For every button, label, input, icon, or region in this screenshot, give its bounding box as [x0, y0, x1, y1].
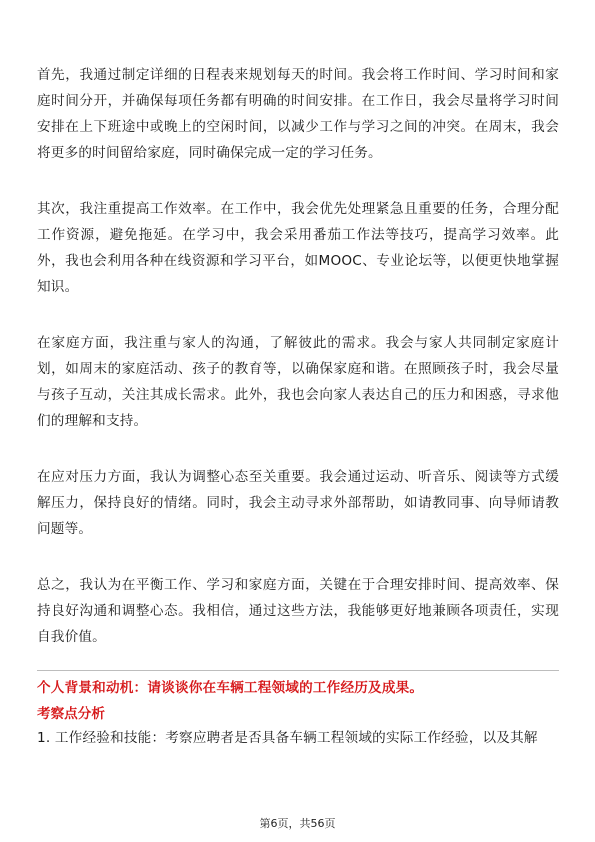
page-content	[37, 62, 559, 749]
paragraph-efficiency: 其次，我注重提高工作效率。在工作中，我会优先处理紧急且重要的任务，合理分配工作资源，避免拖延。在学习中，我会采用番茄工作法等技巧，提高学习效率。此外，我也会利用各种在线资源和学习平台，如MOOC、专业论坛等，以便更快地掌握知识。	[37, 201, 559, 295]
paragraph-family: 在家庭方面，我注重与家人的沟通，了解彼此的需求。我会与家人共同制定家庭计划，如周末的家庭活动、孩子的教育等，以确保家庭和谐。在照顾孩子时，我会尽量与孩子互动，关注其成长需求。此外，我也会向家人表达自己的压力和困惑，寻求他们的理解和支持。	[37, 335, 559, 429]
page-number-footer: 第6页，共56页	[259, 817, 336, 830]
paragraph-summary: 总之，我认为在平衡工作、学习和家庭方面，关键在于合理安排时间、提高效率、保持良好沟通和调整心态。我相信，通过这些方法，我能够更好地兼顾各项责任，实现自我价值。	[37, 577, 559, 645]
analysis-heading: 考察点分析	[37, 706, 105, 722]
interview-question: 个人背景和动机：请谈谈你在车辆工程领域的工作经历及成果。	[37, 680, 424, 696]
section-divider	[37, 670, 559, 671]
paragraph-time-planning: 首先，我通过制定详细的日程表来规划每天的时间。我会将工作时间、学习时间和家庭时间分开，并确保每项任务都有明确的时间安排。在工作日，我会尽量将学习时间安排在上下班途中或晚上的空闲时间，以减少工作与学习之间的冲突。在周末，我会将更多的时间留给家庭，同时确保完成一定的学习任务。	[37, 67, 559, 161]
analysis-list-item: 1. 工作经验和技能：考察应聘者是否具备车辆工程领域的实际工作经验，以及其解	[37, 730, 538, 746]
paragraph-stress: 在应对压力方面，我认为调整心态至关重要。我会通过运动、听音乐、阅读等方式缓解压力，保持良好的情绪。同时，我会主动寻求外部帮助，如请教同事、向导师请教问题等。	[37, 469, 559, 537]
